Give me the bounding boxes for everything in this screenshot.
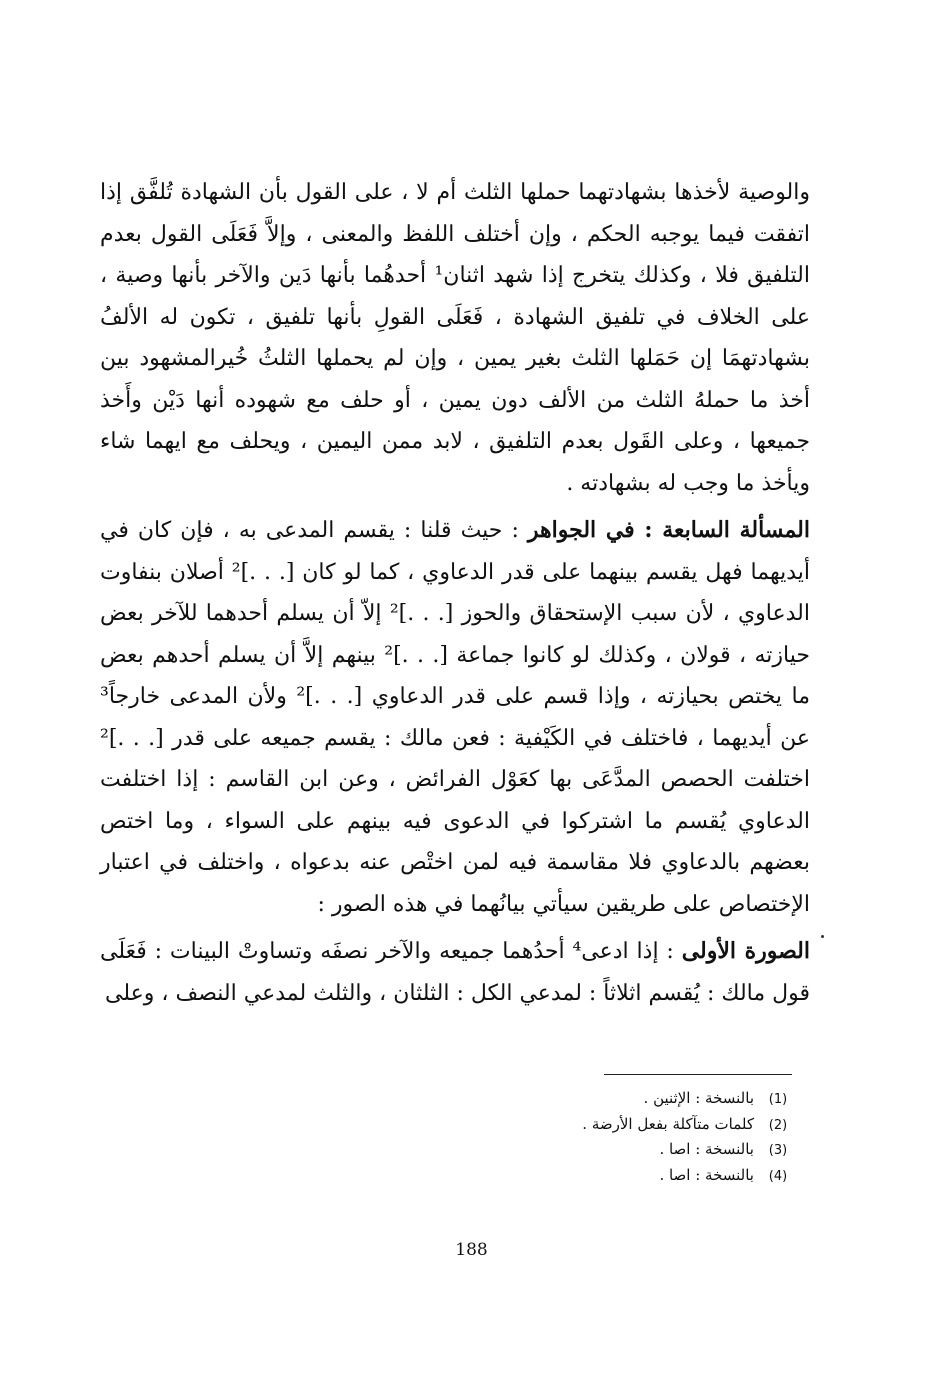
footnote-text: كلمات متآكلة بفعل الأرضة .: [582, 1114, 754, 1133]
footnote-3: [380, 1137, 792, 1163]
footnote-text: بالنسخة : الإثنين .: [643, 1089, 754, 1107]
footnote-4: [380, 1163, 792, 1189]
footnote-number: (1): [768, 1092, 788, 1107]
footnote-text: بالنسخة : اصا .: [659, 1140, 754, 1158]
footnote-1: [380, 1086, 792, 1112]
paragraph-1: [100, 172, 810, 504]
footnote-list: [380, 1086, 792, 1188]
paragraph-3-text: : إذا ادعى⁴ أحدُهما جميعه والآخر نصفَه وتساوتْ البينات : فَعَلَى قول مالك : يُقسم اثلاثاً : لمدعي الكل : الثلثان ، والثلث لمدعي النصف ، وعلى: [100, 939, 810, 1006]
footnote-number: (4): [768, 1168, 788, 1184]
scan-speck: [821, 935, 824, 938]
main-text: [100, 172, 810, 1014]
footnote-text: بالنسخة : اصا .: [659, 1165, 754, 1184]
footnote-number: (3): [768, 1143, 788, 1158]
footnote-2: [380, 1112, 792, 1138]
paragraph-1-text: والوصية لأخذها بشهادتهما حملها الثلث أم لا ، على القول بأن الشهادة تُلفَّق إذا اتفقت فيما يوجبه الحكم ، وإن أختلف اللفظ والمعنى ، وإلاَّ فَعَلَى القول بعدم التلفيق فلا ، وكذلك يتخرج إذا شهد اثنان¹ أحدهُما بأنها دَين والآخر بأنها وصية ، على الخلاف في تلفيق الشهادة ، فَعَلَى القولِ بأنها تلفيق ، تكون له الألفُ بشهادتهمَا إن حَمَلها الثلث بغير يمين ، وإن لم يحملها الثلثُ خُيرالمشهود بين أخذ ما حملهُ الثلث من الألف دون يمين ، أو حلف مع شهوده أنها دَيْن وأَخذ جميعها ، وعلى القَول بعدم التلفيق ، لابد ممن اليمين ، ويحلف مع ايهما شاء ويأخذ ما وجب له بشهادته .: [100, 180, 810, 496]
footnote-number: (2): [768, 1117, 788, 1133]
paragraph-2: [100, 510, 810, 925]
paragraph-3: [100, 931, 810, 1014]
section-heading-first-case: الصورة الأولى: [681, 938, 810, 964]
footnote-rule: [604, 1074, 792, 1075]
page-number: 188: [455, 1240, 488, 1260]
paragraph-2-text: : حيث قلنا : يقسم المدعى به ، فإن كان في أيديهما فهل يقسم بينهما على قدر الدعاوي ، كما لو كان [. . .]² أصلان بنفاوت الدعاوي ، لأن سبب الإستحقاق والحوز [. . .]² إلاّ أن يسلم أحدهما للآخر بعض حيازته ، قولان ، وكذلك لو كانوا جماعة [. . .]² بينهم إلاَّ أن يسلم أحدهم بعض ما يختص بحيازته ، وإذا قسم على قدر الدعاوي [. . .]² ولأن المدعى خارجاً³ عن أيديهما ، فاختلف في الكَيْفية : فعن مالك : يقسم جميعه على قدر [. . .]² اختلفت الحصص المدَّعَى بها كعَوْل الفرائض ، وعن ابن القاسم : إذا اختلفت الدعاوي يُقسم ما اشتركوا في الدعوى فيه بينهم على السواء ، وما اختص بعضهم بالدعاوي فلا مقاسمة فيه لمن اختْص عنه بدعواه ، واختلف في اعتبار الإختصاص على طريقين سيأتي بيانُهما في هذه الصور :: [100, 518, 810, 917]
section-heading-seventh-issue: المسألة السابعة : في الجواهر: [527, 517, 810, 543]
